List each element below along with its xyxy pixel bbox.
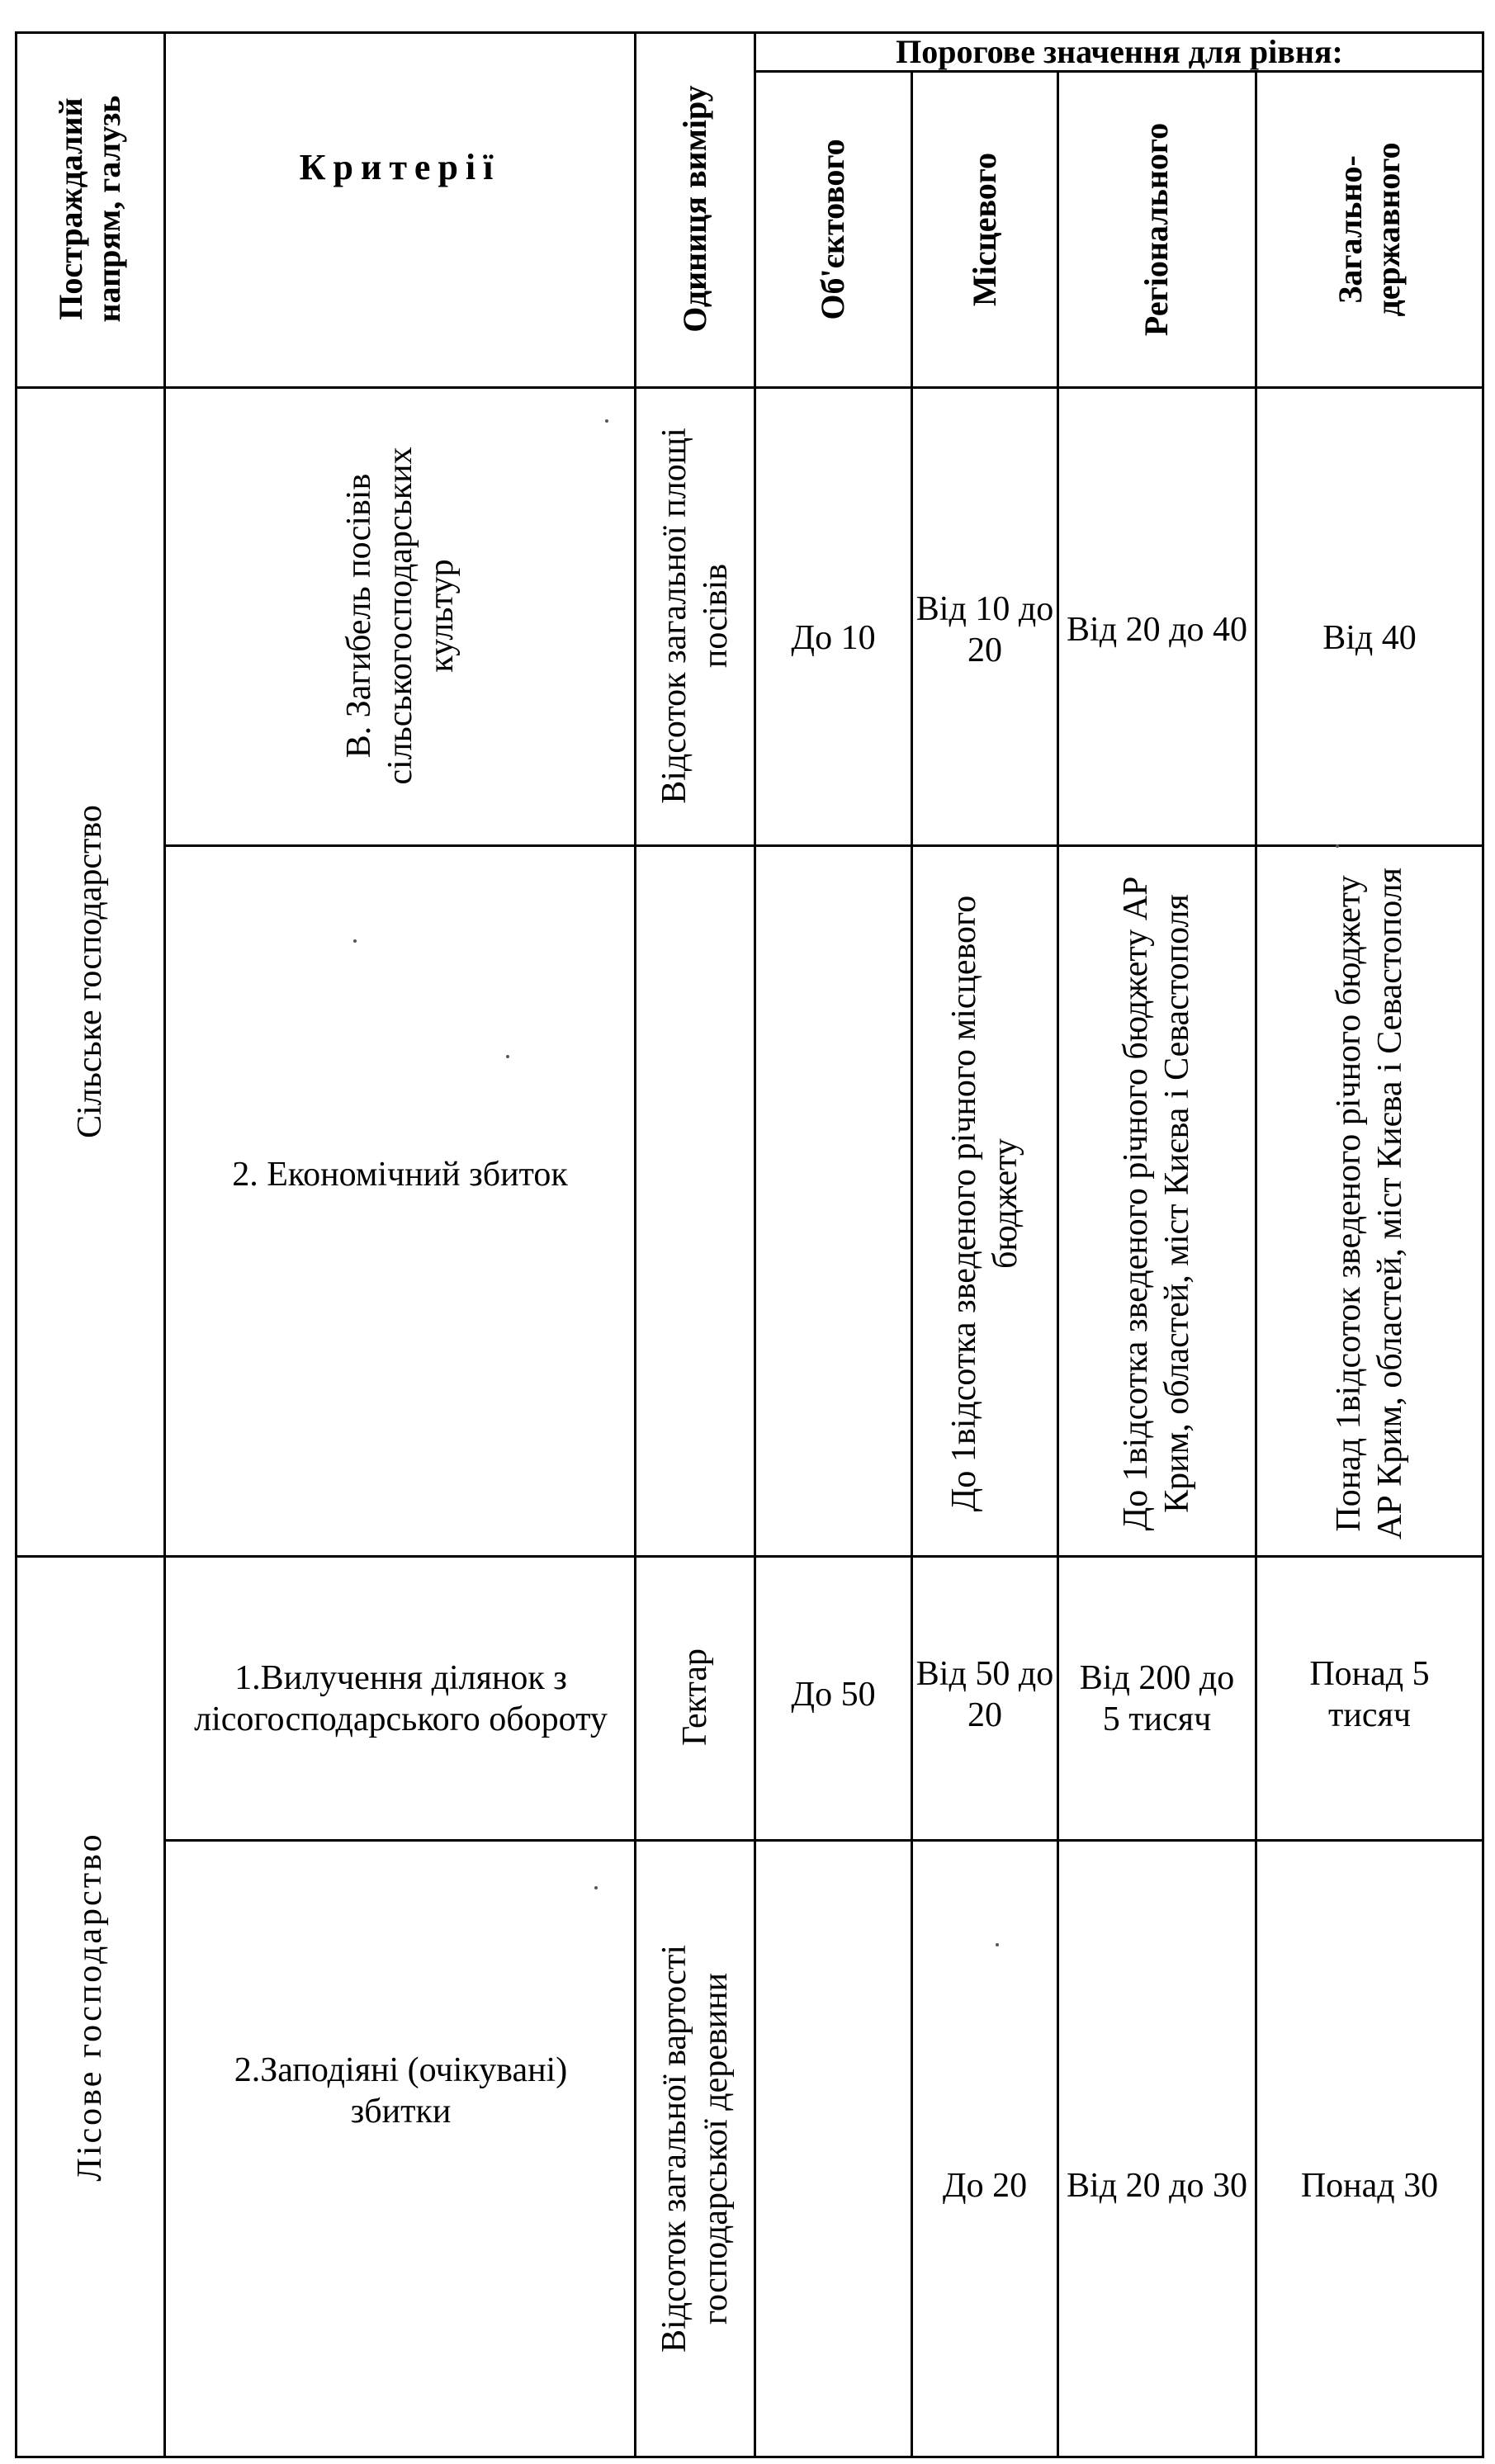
value-text: Понад 30 xyxy=(1300,2167,1439,2205)
header-bottom-line xyxy=(15,386,1484,389)
unit-cell xyxy=(646,401,745,830)
section-name-text: Лісове господарство xyxy=(71,1832,109,2182)
criterion-cell xyxy=(180,1591,622,1806)
header-criteria-text: Критерії xyxy=(299,147,501,187)
unit-cell xyxy=(646,1847,745,2450)
unit-cell xyxy=(646,1557,745,1837)
value-regional xyxy=(1067,1625,1247,1773)
header-unit-text: Одиниця виміру xyxy=(676,85,713,333)
header-unit xyxy=(646,44,745,374)
criterion-text: В. Загибель посівів сільськогосподарських культур xyxy=(340,447,461,785)
header-level-state-text: Загально-державного xyxy=(1332,142,1407,317)
header-threshold-text: Порогове значення для рівня: xyxy=(896,33,1343,70)
criterion-cell xyxy=(166,1137,634,1212)
value-text: Від 200 до 5 тисяч xyxy=(1079,1659,1235,1738)
header-criteria xyxy=(166,139,634,196)
value-state xyxy=(1266,1641,1474,1748)
value-regional xyxy=(1059,576,1255,683)
scan-speck xyxy=(605,419,608,423)
value-text: До 1відсотка зведеного річного бюджету АР Крим, областей, міст Києва і Севастополя xyxy=(1117,876,1196,1531)
value-text: Від 20 до 40 xyxy=(1067,611,1247,649)
value-regional xyxy=(1062,857,1251,1550)
value-local xyxy=(915,857,1055,1550)
table-border-right xyxy=(1482,31,1484,2458)
criterion-text: 1.Вилучення ділянок з лісогосподарського обороту xyxy=(194,1659,608,1738)
row-divider xyxy=(163,844,1484,847)
section-name-text: Сільське господарство xyxy=(71,805,109,1138)
header-affected-text: Постраждалий напрям, галузь xyxy=(52,95,127,323)
criterion-cell xyxy=(293,401,508,830)
unit-text: Відсоток загальної площі посівів xyxy=(655,428,735,804)
header-level-local xyxy=(923,81,1047,378)
scan-speck xyxy=(1336,844,1339,848)
value-local xyxy=(913,2157,1057,2215)
table-border-left xyxy=(15,31,17,2458)
criterion-text: 2. Економічний збиток xyxy=(232,1156,568,1194)
value-text: Від 50 до 20 xyxy=(915,1655,1054,1734)
section-divider xyxy=(15,1555,1484,1558)
value-text: Понад 5 тисяч xyxy=(1309,1655,1430,1734)
scan-speck xyxy=(594,1886,598,1889)
value-regional xyxy=(1059,2132,1255,2239)
header-affected xyxy=(20,52,160,366)
value-text: До 20 xyxy=(942,2167,1028,2205)
scan-speck xyxy=(996,1943,999,1946)
criterion-cell xyxy=(205,2037,597,2145)
value-text: До 10 xyxy=(791,619,876,657)
column-divider xyxy=(754,31,756,2458)
value-text: Від 40 xyxy=(1322,619,1417,657)
value-text: До 1відсотка зведеного річного місцевого бюджету xyxy=(945,895,1024,1512)
column-divider xyxy=(634,31,636,2458)
header-level-regional-text: Регіонального xyxy=(1138,122,1175,337)
value-state xyxy=(1257,2157,1482,2215)
value-object xyxy=(756,1658,911,1732)
value-text: Від 10 до 20 xyxy=(915,590,1054,669)
value-object xyxy=(756,593,911,683)
value-state xyxy=(1257,593,1482,683)
header-threshold xyxy=(756,34,1483,70)
criterion-text: 2.Заподіяні (очікувані) збитки xyxy=(234,2051,568,2131)
value-state xyxy=(1262,857,1477,1550)
header-level-object-text: Об'єктового xyxy=(814,139,851,320)
table-border-bottom xyxy=(15,2456,1484,2458)
value-text: Від 20 до 30 xyxy=(1067,2167,1247,2205)
unit-text: Гектар xyxy=(676,1648,714,1747)
column-divider xyxy=(1255,70,1257,2458)
scan-speck xyxy=(353,939,357,943)
unit-text: Відсоток загальної вартості господарської деревини xyxy=(655,1945,735,2353)
value-text: До 50 xyxy=(791,1676,876,1714)
value-text: Понад 1відсоток зведеного річного бюджету АР Крим, областей, міст Києва і Севастополя xyxy=(1330,868,1409,1539)
header-level-local-text: Місцевого xyxy=(966,153,1003,306)
column-divider xyxy=(911,70,913,2458)
row-divider xyxy=(163,1839,1484,1842)
column-divider xyxy=(163,31,166,2458)
threshold-table xyxy=(15,31,1484,2458)
header-level-state xyxy=(1324,81,1415,378)
value-local xyxy=(913,1641,1057,1748)
header-level-object xyxy=(771,81,895,378)
column-divider xyxy=(1057,70,1059,2458)
value-local xyxy=(913,576,1057,683)
header-level-regional xyxy=(1074,81,1239,378)
section-name-agriculture xyxy=(40,394,140,1549)
section-name-forestry xyxy=(40,1561,140,2452)
scan-speck xyxy=(506,1055,509,1058)
